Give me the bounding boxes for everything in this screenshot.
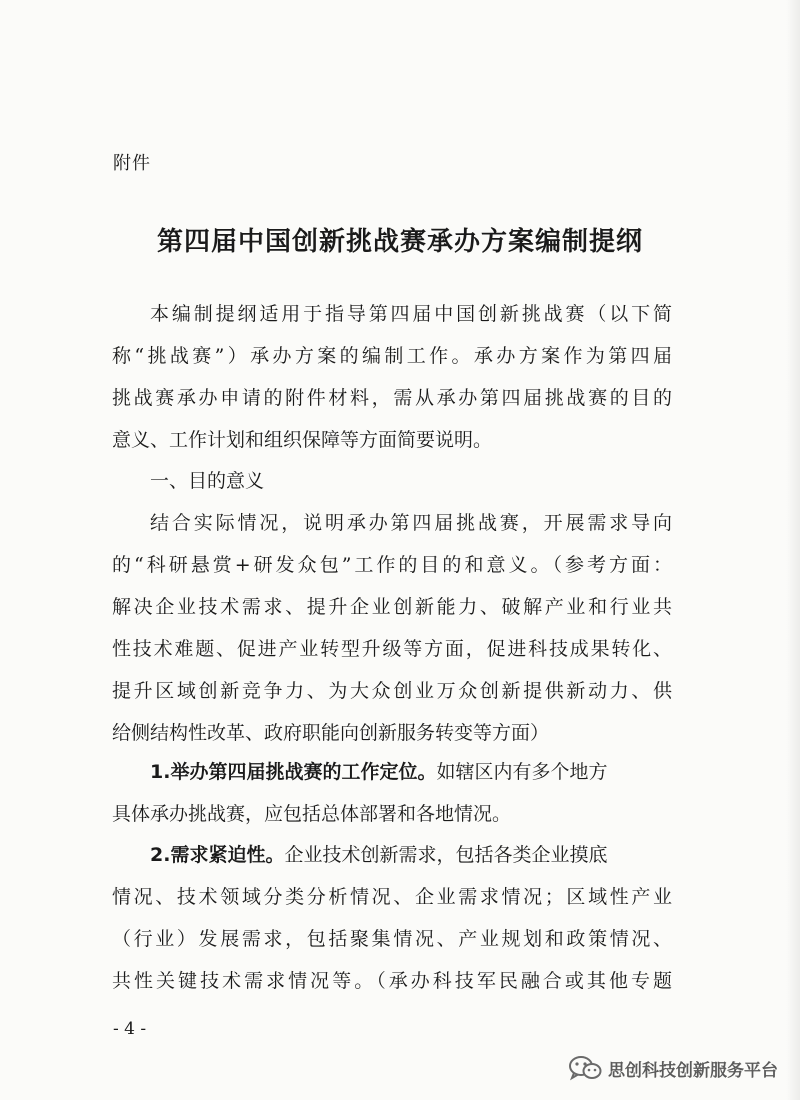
wechat-icon [568, 1055, 602, 1081]
section1-line: 结合实际情况，说明承办第四届挑战赛，开展需求导向 [150, 512, 672, 534]
section1-line: 解决企业技术需求、提升企业创新能力、破解产业和行业共 [112, 596, 672, 618]
section-heading: 一、目的意义 [150, 470, 265, 492]
intro-line: 称“挑战赛”）承办方案的编制工作。承办方案作为第四届 [112, 345, 672, 367]
section1-line: 给侧结构性改革、政府职能向创新服务转变等方面） [112, 722, 550, 744]
item1-line [150, 757, 672, 787]
section1-line: 提升区域创新竞争力、为大众创业万众创新提供新动力、供 [112, 680, 672, 702]
watermark-text: 思创科技创新服务平台 [608, 1060, 778, 1081]
item1-line2: 具体承办挑战赛，应包括总体部署和各地情况。 [112, 803, 512, 825]
item2-body-line: （行业）发展需求，包括聚集情况、产业规划和政策情况、 [112, 928, 672, 950]
intro-line: 本编制提纲适用于指导第四届中国创新挑战赛（以下简 [150, 303, 672, 325]
document-title: 第四届中国创新挑战赛承办方案编制提纲 [156, 227, 643, 257]
item1-lead: 1.举办第四届挑战赛的工作定位。 [150, 761, 437, 783]
section1-line: 性技术难题、促进产业转型升级等方面，促进科技成果转化、 [112, 638, 672, 660]
item1-rest: 如辖区内有多个地方 [436, 761, 608, 783]
page-number: - 4 - [113, 1019, 147, 1039]
item2-body-line: 共性关键技术需求情况等。（承办科技军民融合或其他专题 [112, 970, 672, 992]
item2-line [150, 840, 672, 870]
item2-rest: 企业技术创新需求，包括各类企业摸底 [284, 844, 608, 866]
section1-line: 的“科研悬赏+研发众包”工作的目的和意义。（参考方面： [112, 554, 672, 576]
intro-line: 意义、工作计划和组织保障等方面简要说明。 [112, 429, 493, 451]
attachment-label: 附件 [113, 153, 151, 174]
scan-edge-shade [786, 0, 800, 1100]
watermark [568, 1053, 778, 1083]
item2-lead: 2.需求紧迫性。 [150, 844, 285, 866]
intro-line: 挑战赛承办申请的附件材料，需从承办第四届挑战赛的目的 [112, 387, 672, 409]
item2-body-line: 情况、技术领域分类分析情况、企业需求情况；区域性产业 [112, 886, 672, 908]
